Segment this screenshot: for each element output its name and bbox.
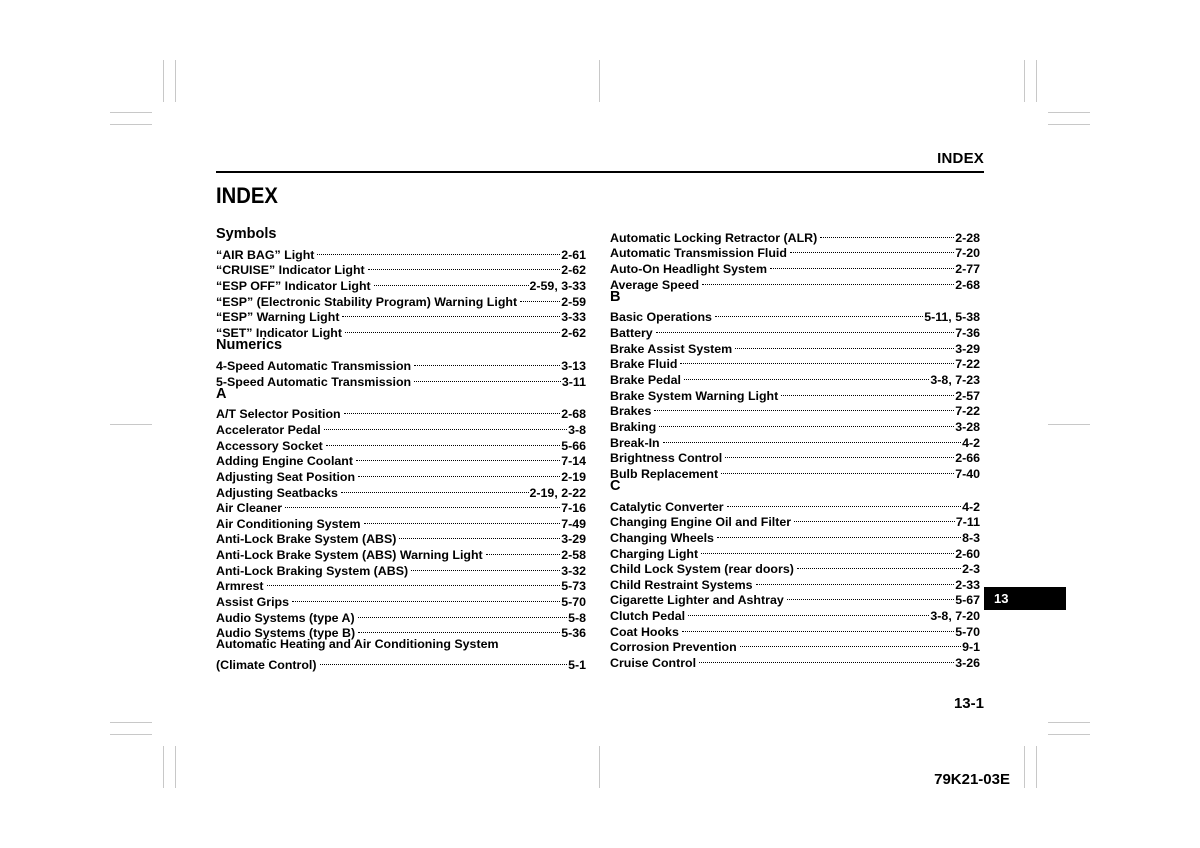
index-entry: [610, 431, 980, 450]
index-section-heading: Symbols: [216, 226, 277, 242]
index-entry-pages: 3-29: [561, 532, 586, 547]
dot-leader: [364, 512, 561, 528]
index-entry-name: Brakes: [610, 404, 652, 419]
crop-mark: [1048, 734, 1090, 735]
index-section-heading: Numerics: [216, 337, 283, 354]
index-entry-pages: 2-57: [955, 388, 980, 403]
dot-leader: [368, 259, 560, 275]
index-entry: [216, 243, 586, 262]
dot-leader: [358, 465, 560, 481]
dot-leader: [699, 651, 954, 667]
index-entry-pages: 2-60: [955, 546, 980, 561]
index-entry-name: Armrest: [216, 579, 264, 594]
index-entry-name: Brake Fluid: [610, 357, 678, 372]
index-entry-pages: 3-8: [568, 422, 586, 437]
index-entry-name: Anti-Lock Brake System (ABS): [216, 532, 397, 547]
crop-mark: [1024, 60, 1025, 102]
crop-mark: [110, 722, 152, 723]
crop-mark: [163, 60, 164, 102]
index-section-heading: B: [610, 288, 621, 305]
dot-leader: [702, 273, 954, 289]
chapter-tab: 13: [984, 587, 1066, 610]
index-column-left: [216, 226, 586, 672]
index-entry-name: Automatic Transmission Fluid: [610, 246, 787, 261]
index-entry: [216, 637, 586, 653]
index-entry-name: Accessory Socket: [216, 438, 323, 453]
crop-mark: [1048, 722, 1090, 723]
index-entry-name: Auto-On Headlight System: [610, 261, 767, 276]
crop-mark: [1048, 424, 1090, 425]
index-entry-pages: 7-22: [955, 404, 980, 419]
index-entry-pages: 7-14: [561, 454, 586, 469]
index-entry-pages: 3-33: [561, 310, 586, 325]
index-entry-pages: 5-70: [561, 595, 586, 610]
dot-leader: [399, 528, 560, 544]
dot-leader: [781, 384, 954, 400]
dot-leader: [358, 622, 560, 638]
index-entry-pages: 2-59: [561, 294, 586, 309]
index-entry-name: Air Cleaner: [216, 501, 283, 516]
dot-leader: [688, 604, 929, 620]
page-title: INDEX: [216, 183, 278, 208]
dot-leader: [756, 573, 955, 589]
index-entry-name: Cruise Control: [610, 656, 697, 671]
index-entry-pages: 5-11, 5-38: [924, 310, 980, 325]
index-entry-pages: 2-61: [561, 247, 586, 262]
dot-leader: [414, 354, 560, 370]
crop-mark: [599, 60, 600, 102]
dot-leader: [342, 306, 560, 322]
index-entry-name: Changing Wheels: [610, 530, 714, 545]
crop-mark: [1048, 124, 1090, 125]
index-entry: [610, 495, 980, 514]
index-entry-pages: 7-49: [561, 516, 586, 531]
document-code: 79K21-03E: [934, 771, 1010, 788]
dot-leader: [684, 368, 929, 384]
index-entry-pages: 2-68: [955, 277, 980, 292]
index-entry-name: Average Speed: [610, 277, 700, 292]
dot-leader: [701, 542, 954, 558]
index-entry-pages: 3-8, 7-23: [930, 372, 980, 387]
index-entry-name: 4-Speed Automatic Transmission: [216, 358, 412, 373]
index-entry-pages: 2-3: [962, 562, 980, 577]
index-entry-name: Audio Systems (type A): [216, 610, 355, 625]
index-entry-name: Brightness Control: [610, 451, 723, 466]
crop-mark: [1036, 60, 1037, 102]
running-header-title: INDEX: [937, 150, 984, 167]
dot-leader: [721, 462, 954, 478]
index-entry-pages: 5-70: [955, 624, 980, 639]
index-entry-pages: 2-19: [561, 469, 586, 484]
index-entry: [610, 226, 980, 245]
index-entry-name: Brake Assist System: [610, 341, 733, 356]
index-entry-pages: 8-3: [962, 530, 980, 545]
index-entry: [216, 575, 586, 594]
index-entry: [216, 354, 586, 373]
index-entry-name: Anti-Lock Brake System (ABS) Warning Light: [216, 548, 483, 563]
crop-mark: [163, 746, 164, 788]
index-entry-name: Assist Grips: [216, 595, 289, 610]
index-entry-pages: 2-28: [955, 230, 980, 245]
index-entry: [610, 337, 980, 356]
index-entry-name: Coat Hooks: [610, 624, 679, 639]
dot-leader: [267, 575, 561, 591]
index-entry-pages: 2-33: [955, 577, 980, 592]
index-entry-name: Accelerator Pedal: [216, 422, 321, 437]
index-entry-name: Adding Engine Coolant: [216, 454, 353, 469]
header-rule: [216, 171, 984, 173]
index-entry-pages: 3-11: [561, 374, 586, 389]
crop-mark: [599, 746, 600, 788]
index-entry-name: “CRUISE” Indicator Light: [216, 263, 365, 278]
index-entry-pages: 7-40: [955, 466, 980, 481]
index-entry-pages: 5-8: [568, 610, 586, 625]
index-entry-pages: 3-28: [955, 419, 980, 434]
index-entry: [610, 447, 980, 466]
dot-leader: [356, 450, 560, 466]
index-entry-name: “AIR BAG” Light: [216, 247, 315, 262]
dot-leader: [486, 543, 561, 559]
index-entry-name: Automatic Heating and Air Conditioning System: [216, 637, 499, 652]
index-entry-pages: 5-73: [561, 579, 586, 594]
crop-mark: [110, 124, 152, 125]
dot-leader: [285, 497, 560, 513]
index-entry-name: Adjusting Seatbacks: [216, 485, 338, 500]
index-entry-name: Charging Light: [610, 546, 699, 561]
index-entry-pages: 5-67: [955, 593, 980, 608]
index-entry-pages: 2-77: [955, 261, 980, 276]
index-entry-pages: 7-11: [955, 515, 980, 530]
index-entry-name: Brake Pedal: [610, 372, 681, 387]
index-entry-name: “SET” Indicator Light: [216, 326, 342, 341]
index-entry-name: Catalytic Converter: [610, 499, 724, 514]
index-entry-pages: 4-2: [962, 499, 980, 514]
index-entry-pages: 5-66: [561, 438, 586, 453]
index-entry-name: Anti-Lock Braking System (ABS): [216, 563, 409, 578]
dot-leader: [320, 653, 568, 669]
dot-leader: [324, 418, 567, 434]
index-entry-pages: 2-58: [561, 548, 586, 563]
dot-leader: [656, 321, 954, 337]
index-entry-pages: 5-36: [561, 626, 586, 641]
dot-leader: [787, 589, 954, 605]
dot-leader: [790, 242, 954, 258]
index-entry-name: Adjusting Seat Position: [216, 469, 356, 484]
crop-mark: [110, 112, 152, 113]
index-entry-name: Bulb Replacement: [610, 466, 719, 481]
index-entry-name: Clutch Pedal: [610, 609, 686, 624]
index-entry-pages: 2-62: [561, 263, 586, 278]
index-entry-name: Audio Systems (type B): [216, 626, 356, 641]
dot-leader: [414, 370, 561, 386]
index-entry: [216, 590, 586, 610]
dot-leader: [345, 321, 560, 337]
index-entry-name: Automatic Locking Retractor (ALR): [610, 230, 818, 245]
dot-leader: [344, 403, 561, 419]
dot-leader: [770, 257, 954, 273]
index-entry-name: 5-Speed Automatic Transmission: [216, 374, 412, 389]
index-entry-name: Braking: [610, 419, 657, 434]
dot-leader: [715, 306, 923, 322]
dot-leader: [292, 590, 560, 606]
index-entry-pages: 3-32: [561, 563, 586, 578]
index-section-heading: C: [610, 477, 621, 494]
dot-leader: [794, 511, 955, 527]
index-entry-pages: 2-66: [955, 451, 980, 466]
index-entry-name: Child Restraint Systems: [610, 577, 753, 592]
index-entry-name: Air Conditioning System: [216, 516, 361, 531]
index-entry-pages: 3-29: [955, 341, 980, 356]
dot-leader: [717, 526, 961, 542]
index-entry-pages: 3-13: [561, 358, 586, 373]
dot-leader: [680, 353, 954, 369]
dot-leader: [682, 620, 954, 636]
index-entry: [610, 306, 980, 325]
index-column-right: [610, 226, 980, 671]
dot-leader: [725, 447, 954, 463]
index-entry-pages: 2-62: [561, 326, 586, 341]
dot-leader: [358, 606, 567, 622]
dot-leader: [326, 434, 560, 450]
index-entry-pages: 4-2: [962, 435, 980, 450]
crop-mark: [110, 734, 152, 735]
dot-leader: [797, 558, 961, 574]
dot-leader: [317, 243, 560, 259]
dot-leader: [820, 226, 954, 242]
dot-leader: [663, 431, 961, 447]
crop-mark: [1036, 746, 1037, 788]
index-entry: [216, 653, 586, 672]
index-entry-name: Battery: [610, 326, 653, 341]
index-entry: [610, 400, 980, 419]
index-section-heading: A: [216, 385, 227, 402]
index-entry-pages: 7-20: [955, 246, 980, 261]
index-entry-pages: 2-68: [561, 407, 586, 422]
index-entry: [610, 415, 980, 434]
crop-mark: [110, 424, 152, 425]
index-entry-pages: 7-36: [955, 326, 980, 341]
index-entry-name: Break-In: [610, 435, 660, 450]
dot-leader: [727, 495, 961, 511]
index-entry-pages: 7-22: [955, 357, 980, 372]
crop-mark: [175, 60, 176, 102]
index-entry-name: Cigarette Lighter and Ashtray: [610, 593, 784, 608]
index-entry-name: “ESP OFF” Indicator Light: [216, 279, 371, 294]
index-entry-name: Child Lock System (rear doors): [610, 562, 794, 577]
index-entry-name: “ESP” (Electronic Stability Program) Warning Light: [216, 294, 518, 309]
dot-leader: [659, 415, 954, 431]
dot-leader: [740, 636, 961, 652]
crop-mark: [175, 746, 176, 788]
index-entry: [610, 321, 980, 341]
index-entry-name: “ESP” Warning Light: [216, 310, 340, 325]
crop-mark: [1024, 746, 1025, 788]
page-number: 13-1: [953, 695, 984, 712]
dot-leader: [654, 400, 954, 416]
index-entry: [216, 403, 586, 422]
index-entry-name: Brake System Warning Light: [610, 388, 779, 403]
index-entry-pages: 9-1: [962, 640, 980, 655]
index-entry-pages: 2-19, 2-22: [529, 485, 586, 500]
index-entry-pages: 3-8, 7-20: [930, 609, 980, 624]
index-entry-name: A/T Selector Position: [216, 407, 341, 422]
dot-leader: [341, 481, 529, 497]
dot-leader: [520, 290, 560, 306]
index-entry-name: Corrosion Prevention: [610, 640, 737, 655]
index-entry-pages: 2-59, 3-33: [529, 279, 586, 294]
index-entry-name: Changing Engine Oil and Filter: [610, 515, 792, 530]
dot-leader: [374, 274, 529, 290]
dot-leader: [411, 559, 560, 575]
index-entry-pages: 3-26: [955, 656, 980, 671]
index-entry-name: Basic Operations: [610, 310, 712, 325]
index-entry-name: (Climate Control): [216, 657, 317, 672]
crop-mark: [1048, 112, 1090, 113]
dot-leader: [735, 337, 954, 353]
index-entry-pages: 5-1: [568, 657, 586, 672]
index-entry-pages: 7-16: [561, 501, 586, 516]
